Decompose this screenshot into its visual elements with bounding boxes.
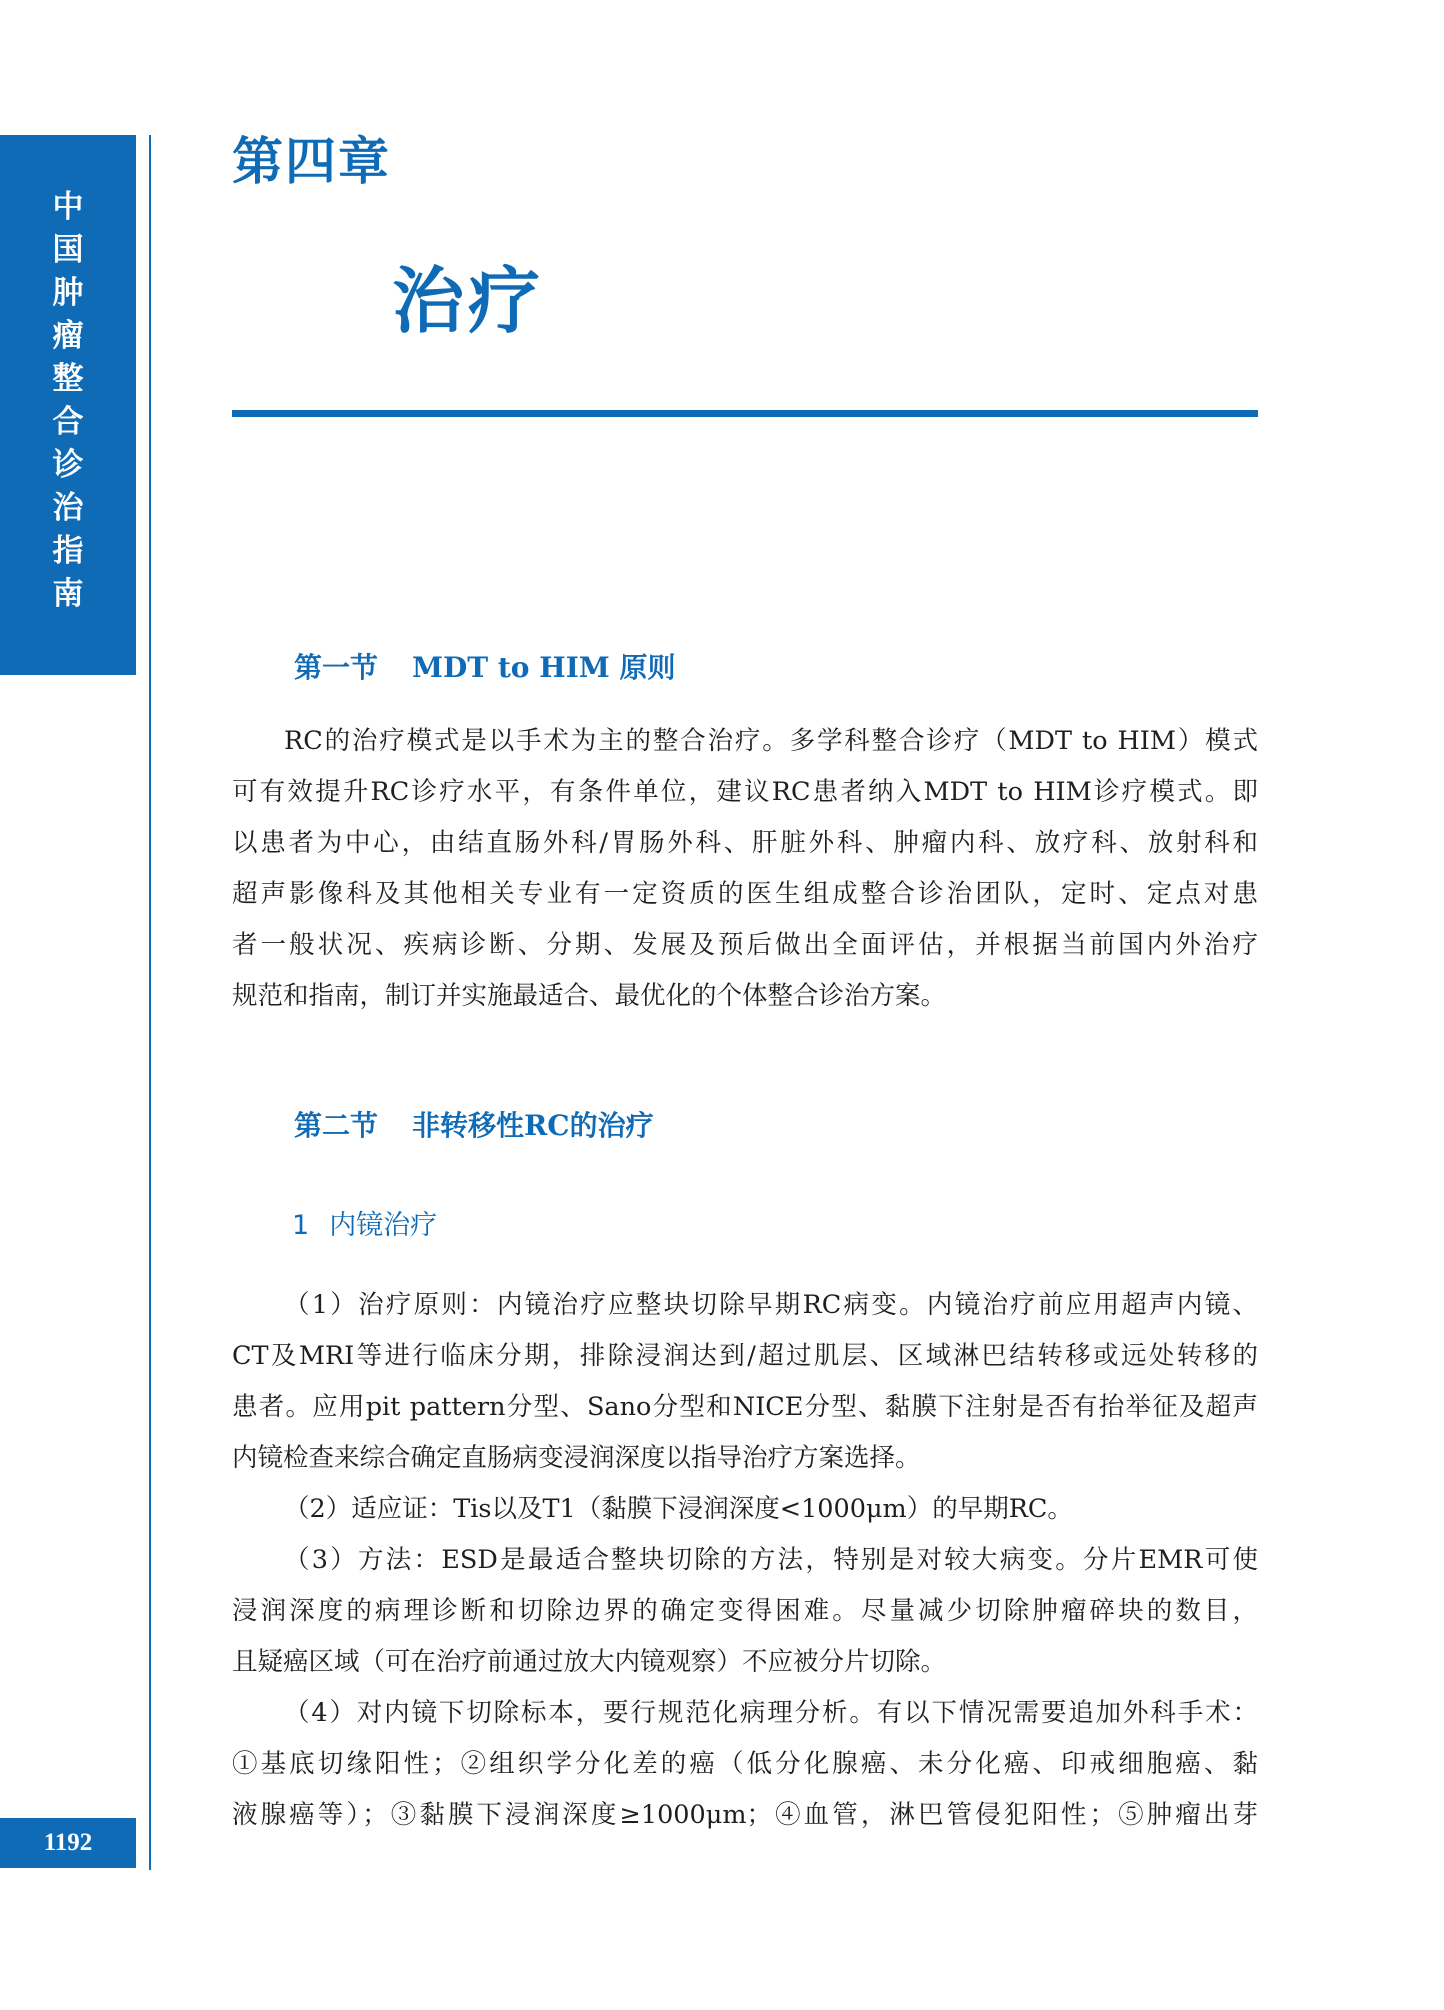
paragraph-line: 浸润深度的病理诊断和切除边界的确定变得困难。尽量减少切除肿瘤碎块的数目， [232,1596,1258,1626]
book-title-char: 治 [52,490,84,526]
chapter-divider [232,410,1258,417]
book-title-char: 诊 [52,447,84,483]
paragraph-line: 以患者为中心，由结直肠外科/胃肠外科、肝脏外科、肿瘤内科、放疗科、放射科和 [232,828,1258,858]
section-heading [294,1106,654,1146]
book-title-char: 中 [52,189,84,225]
book-title-char: 瘤 [52,318,84,354]
paragraph-line: （4）对内镜下切除标本，要行规范化病理分析。有以下情况需要追加外科手术： [284,1698,1258,1728]
subsection-title: 内镜治疗 [329,1210,438,1241]
page-number: 1192 [0,1818,136,1868]
paragraph-line: 内镜检查来综合确定直肠病变浸润深度以指导治疗方案选择。 [232,1443,921,1473]
book-title-char: 南 [52,576,84,612]
book-title-char: 整 [52,361,84,397]
paragraph-line: 且疑癌区域（可在治疗前通过放大内镜观察）不应被分片切除。 [232,1647,947,1677]
book-title-char: 指 [52,533,84,569]
book-title-char: 国 [52,232,84,268]
chapter-title: 治疗 [392,259,545,343]
subsection-number: 1 [292,1210,310,1241]
margin-rule [149,135,151,1870]
paragraph-line: 者一般状况、疾病诊断、分期、发展及预后做出全面评估，并根据当前国内外治疗 [232,930,1258,960]
section-title: MDT to HIM 原则 [412,651,676,684]
section-number: 第一节 [294,651,379,684]
section-heading [294,648,676,688]
chapter-label: 第四章 [232,133,392,192]
book-title-char: 合 [52,404,84,440]
section-number: 第二节 [294,1109,379,1142]
paragraph-line: 可有效提升RC诊疗水平，有条件单位，建议RC患者纳入MDT to HIM诊疗模式。即 [232,777,1258,807]
section-title: 非转移性RC的治疗 [412,1109,654,1142]
paragraph-line: ①基底切缘阳性；②组织学分化差的癌（低分化腺癌、未分化癌、印戒细胞癌、黏 [232,1749,1258,1779]
paragraph-line: 患者。应用pit pattern分型、Sano分型和NICE分型、黏膜下注射是否有抬举征及超声 [232,1392,1258,1422]
subsection-heading [292,1206,437,1246]
paragraph-line: RC的治疗模式是以手术为主的整合治疗。多学科整合诊疗（MDT to HIM）模式 [284,726,1258,756]
paragraph-line: 规范和指南，制订并实施最适合、最优化的个体整合诊治方案。 [232,981,947,1011]
paragraph-line: （1）治疗原则：内镜治疗应整块切除早期RC病变。内镜治疗前应用超声内镜、 [284,1290,1258,1320]
paragraph-line: 超声影像科及其他相关专业有一定资质的医生组成整合诊治团队，定时、定点对患 [232,879,1258,909]
paragraph-line: （2）适应证：Tis以及T1（黏膜下浸润深度<1000μm）的早期RC。 [284,1494,1073,1524]
paragraph-line: （3）方法：ESD是最适合整块切除的方法，特别是对较大病变。分片EMR可使 [284,1545,1258,1575]
book-title-vertical [0,186,136,616]
paragraph-line: CT及MRI等进行临床分期，排除浸润达到/超过肌层、区域淋巴结转移或远处转移的 [232,1341,1258,1371]
book-title-char: 肿 [52,275,84,311]
paragraph-line: 液腺癌等）；③黏膜下浸润深度≥1000μm；④血管，淋巴管侵犯阳性；⑤肿瘤出芽 [232,1800,1258,1830]
